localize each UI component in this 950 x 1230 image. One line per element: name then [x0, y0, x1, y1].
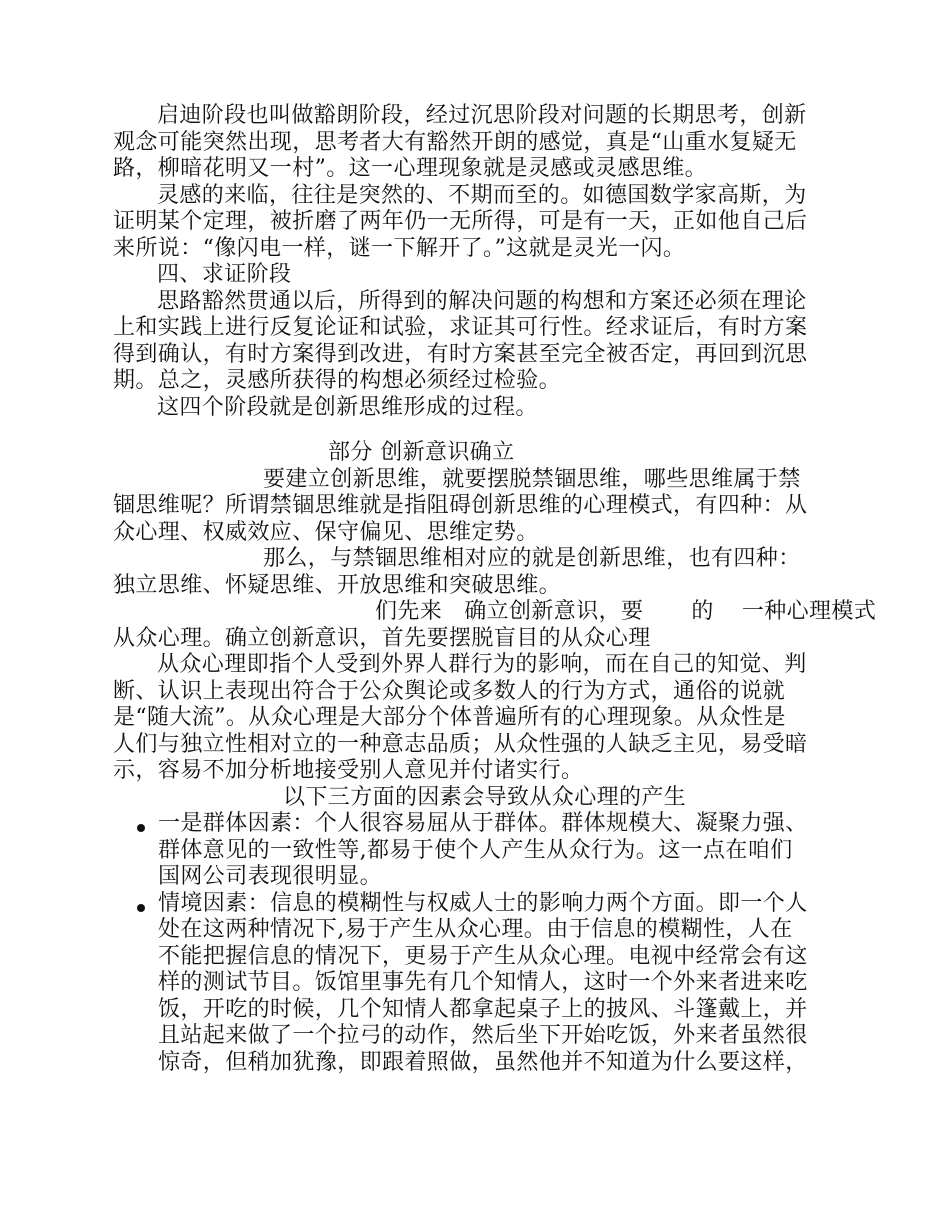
paragraph-conformity-definition — [113, 652, 843, 785]
text-line: 要建立创新思维，就要摆脱禁锢思维，哪些思维属于禁 — [263, 466, 801, 492]
text-line: 思路豁然贯通以后，所得到的解决问题的构想和方案还必须在理论 — [157, 288, 807, 314]
paragraph-confined-thinking — [113, 467, 843, 547]
text-line: 证明某个定理，被折磨了两年仍一无所得，可是有一天，正如他自己后 — [113, 209, 808, 234]
text-line: 群体意见的一致性等,都易于使个人产生从众行为。这一点在咱们 — [158, 837, 793, 863]
bullet-icon — [137, 824, 145, 832]
paragraph-conformity-intro — [113, 599, 877, 652]
spacer — [113, 421, 843, 440]
text-line — [113, 599, 877, 626]
text-line: 灵感的来临，往往是突然的、不期而至的。如德国数学家高斯，为 — [157, 182, 807, 208]
text-fragment: 们先来 — [375, 599, 443, 624]
text-fragment: 确立创新意识，要 — [464, 599, 644, 624]
paragraph-inspiration-stage — [113, 103, 843, 183]
text-line: 人们与独立性相对立的一种意志品质；从众性强的人缺乏主见，易受暗 — [113, 731, 808, 757]
text-line: 锢思维呢？所谓禁锢思维就是指阻碍创新思维的心理模式，有四种：从 — [113, 493, 808, 518]
text-line: 来所说：“像闪电一样，谜一下解开了。”这就是灵光一闪。 — [113, 235, 686, 261]
text-line: 一是群体因素：个人很容易屈从于群体。群体规模大、凝聚力强、 — [158, 811, 808, 836]
text-line: 路，柳暗花明又一村”。这一心理现象就是灵感或灵感思维。 — [113, 156, 708, 181]
text-line: 独立思维、怀疑思维、开放思维和突破思维。 — [113, 572, 562, 598]
text-line: 是“随大流”。从众心理是大部分个体普遍所有的心理现象。从众性是 — [113, 705, 786, 730]
paragraph-three-factors: 以下三方面的因素会导致从众心理的产生 — [283, 784, 687, 810]
paragraph-four-stages-summary: 这四个阶段就是创新思维形成的过程。 — [157, 394, 538, 420]
text-line: 从众心理即指个人受到外界人群行为的影响，而在自己的知觉、判 — [157, 652, 807, 677]
text-line: 那么，与禁锢思维相对应的就是创新思维，也有四种： — [263, 546, 801, 571]
bullet-situation-factor — [113, 891, 843, 1077]
text-line: 示，容易不加分析地接受别人意见并付诸实行。 — [113, 758, 584, 783]
bullet-icon — [137, 904, 145, 912]
text-line: 国网公司表现很明显。 — [158, 864, 383, 889]
text-line: 惊奇，但稍加犹豫，即跟着照做，虽然他并不知道为什么要这样， — [158, 1049, 808, 1075]
text-line: 得到确认，有时方案得到改进，有时方案甚至完全被否定，再回到沉思 — [113, 341, 808, 367]
text-line: 断、认识上表现出符合于公众舆论或多数人的行为方式，通俗的说就 — [113, 678, 786, 704]
text-line: 样的测试节目。饭馆里事先有几个知情人，这时一个外来者进来吃 — [158, 970, 808, 995]
text-line: 启迪阶段也叫做豁朗阶段，经过沉思阶段对问题的长期思考，创新 — [157, 103, 807, 128]
bullet-group-factor — [113, 811, 843, 891]
paragraph-creative-thinking-types — [113, 546, 843, 599]
text-line: 从众心理。确立创新意识，首先要摆脱盲目的从众心理 — [113, 625, 651, 651]
text-line: 饭，开吃的时候，几个知情人都拿起桌子上的披风、斗篷戴上，并 — [158, 996, 808, 1022]
text-line: 情境因素：信息的模糊性与权威人士的影响力两个方面。即一个人 — [158, 890, 808, 916]
text-line: 处在这两种情况下,易于产生从众心理。由于信息的模糊性，人在 — [158, 917, 793, 942]
text-line: 观念可能突然出现，思考者大有豁然开朗的感觉，真是“山重水复疑无 — [113, 129, 797, 155]
paragraph-gauss-example — [113, 183, 843, 263]
text-line: 且站起来做了一个拉弓的动作，然后坐下开始吃饭，外来者虽然很 — [158, 1023, 808, 1048]
text-line: 不能把握信息的情况下，更易于产生从众心理。电视中经常会有这 — [158, 943, 808, 969]
heading-verification-stage: 四、求证阶段 — [157, 262, 292, 287]
text-line: 期。总之，灵感所获得的构想必须经过检验。 — [113, 368, 562, 393]
text-fragment: 一种心理模式 — [741, 599, 877, 624]
text-line: 众心理、权威效应、保守偏见、思维定势。 — [113, 519, 539, 545]
paragraph-verification — [113, 289, 843, 395]
text-line: 上和实践上进行反复论证和试验，求证其可行性。经求证后，有时方案 — [113, 315, 808, 340]
section-title: 部分 创新意识确立 — [328, 440, 515, 465]
text-fragment: 的 — [691, 599, 714, 624]
document-body — [113, 103, 877, 1076]
